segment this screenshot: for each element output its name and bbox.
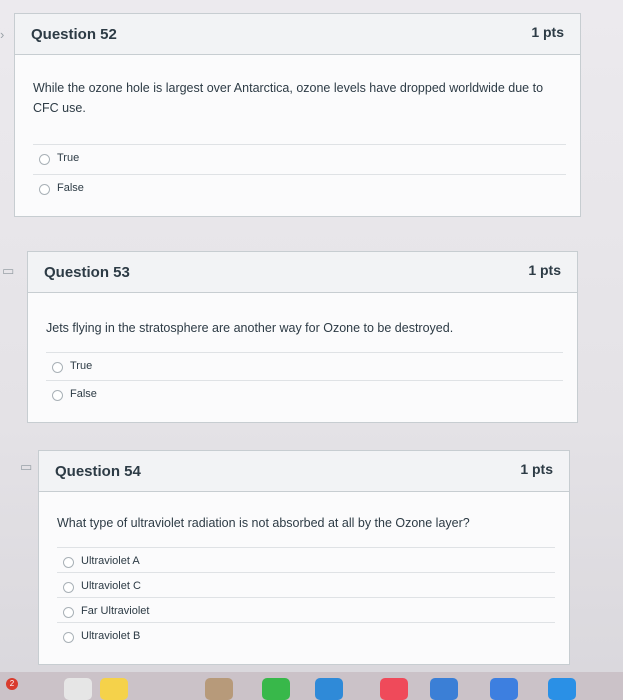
answer-label: False bbox=[57, 182, 84, 194]
keynote-app-icon[interactable] bbox=[430, 678, 458, 700]
keynote-icon[interactable] bbox=[315, 678, 343, 700]
flag-icon[interactable]: ▭ bbox=[20, 459, 33, 474]
question-points: 1 pts bbox=[528, 262, 561, 278]
notes-icon[interactable] bbox=[100, 678, 128, 700]
notification-badge: 2 bbox=[6, 678, 18, 690]
radio-icon[interactable] bbox=[63, 557, 74, 568]
radio-icon[interactable] bbox=[63, 632, 74, 643]
answer-label: Ultraviolet A bbox=[81, 555, 140, 567]
answer-label: True bbox=[70, 360, 93, 372]
radio-icon[interactable] bbox=[39, 154, 50, 165]
question-text: Jets flying in the stratosphere are another way for Ozone to be destroyed. bbox=[46, 321, 454, 335]
xcode-icon[interactable] bbox=[490, 678, 518, 700]
question-header bbox=[39, 451, 569, 492]
radio-icon[interactable] bbox=[39, 184, 50, 195]
question-card-52 bbox=[14, 13, 581, 217]
radio-icon[interactable] bbox=[52, 390, 63, 401]
question-points: 1 pts bbox=[520, 461, 553, 477]
music-icon[interactable] bbox=[380, 678, 408, 700]
answer-option[interactable] bbox=[46, 380, 563, 409]
question-text: While the ozone hole is largest over Antarctica, ozone levels have dropped worldwide due to CFC use. bbox=[33, 81, 544, 115]
answer-label: False bbox=[70, 388, 97, 400]
answer-option[interactable] bbox=[57, 622, 555, 651]
radio-icon[interactable] bbox=[63, 582, 74, 593]
answer-label: True bbox=[57, 152, 80, 164]
question-text: What type of ultraviolet radiation is not absorbed at all by the Ozone layer? bbox=[57, 516, 470, 530]
answer-label: Far Ultraviolet bbox=[81, 605, 150, 617]
question-header bbox=[28, 252, 577, 293]
answer-label: Ultraviolet B bbox=[81, 630, 141, 642]
answer-option[interactable] bbox=[33, 144, 566, 173]
radio-icon[interactable] bbox=[63, 607, 74, 618]
calendar-icon[interactable] bbox=[64, 678, 92, 700]
photos-icon[interactable] bbox=[205, 678, 233, 700]
question-header bbox=[15, 14, 580, 55]
answer-option[interactable] bbox=[33, 174, 566, 203]
question-card-53 bbox=[27, 251, 578, 423]
facetime-icon[interactable] bbox=[262, 678, 290, 700]
question-title: Question 54 bbox=[55, 463, 141, 480]
radio-icon[interactable] bbox=[52, 362, 63, 373]
flag-icon[interactable]: ▭ bbox=[2, 263, 15, 278]
question-title: Question 53 bbox=[44, 264, 130, 281]
dock bbox=[0, 672, 623, 700]
answer-label: Ultraviolet C bbox=[81, 580, 141, 592]
question-card-54 bbox=[38, 450, 570, 665]
question-points: 1 pts bbox=[531, 24, 564, 40]
question-title: Question 52 bbox=[31, 26, 117, 43]
safari-icon[interactable] bbox=[548, 678, 576, 700]
answer-option[interactable] bbox=[46, 352, 563, 381]
flag-icon[interactable]: › bbox=[0, 27, 5, 42]
